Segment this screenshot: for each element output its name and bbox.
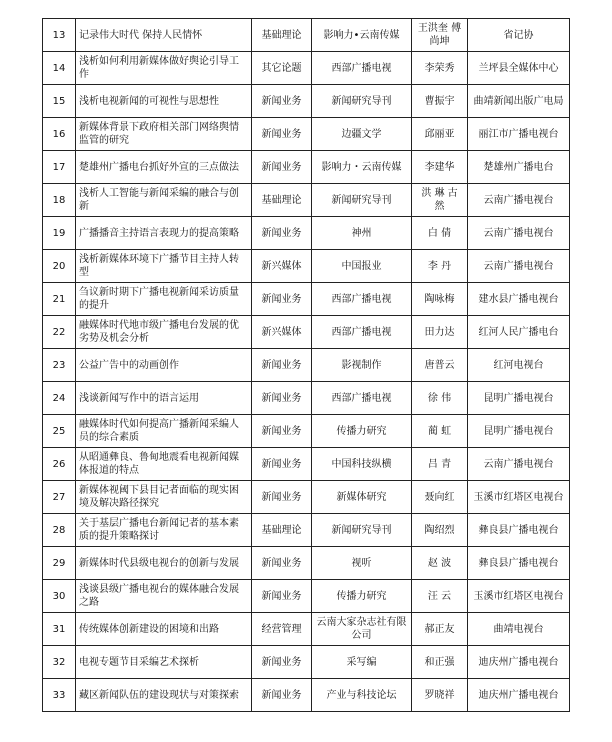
row-number: 17	[43, 151, 76, 184]
award-list-table	[42, 18, 570, 712]
author-unit: 云南广播电视台	[468, 217, 570, 250]
table-row	[43, 19, 570, 52]
table-row	[43, 382, 570, 415]
paper-category: 新闻业务	[252, 217, 312, 250]
publication-name: 影响力•云南传媒	[312, 19, 412, 52]
author-unit: 红河人民广播电台	[468, 316, 570, 349]
row-number: 13	[43, 19, 76, 52]
paper-title: 新媒体背景下政府相关部门网络舆情监管的研究	[76, 118, 252, 151]
author-name: 蔺 虹	[412, 415, 468, 448]
row-number: 19	[43, 217, 76, 250]
paper-category: 新兴媒体	[252, 250, 312, 283]
author-unit: 云南广播电视台	[468, 184, 570, 217]
table-row	[43, 679, 570, 712]
author-unit: 彝良县广播电视台	[468, 514, 570, 547]
paper-title: 浅谈县级广播电视台的媒体融合发展之路	[76, 580, 252, 613]
author-unit: 省记协	[468, 19, 570, 52]
table-row	[43, 151, 570, 184]
paper-title: 刍议新时期下广播电视新闻采访质量的提升	[76, 283, 252, 316]
paper-category: 新闻业务	[252, 151, 312, 184]
row-number: 31	[43, 613, 76, 646]
author-unit: 迪庆州广播电视台	[468, 679, 570, 712]
row-number: 27	[43, 481, 76, 514]
paper-title: 传统媒体创新建设的困境和出路	[76, 613, 252, 646]
author-unit: 昆明广播电视台	[468, 382, 570, 415]
author-unit: 丽江市广播电视台	[468, 118, 570, 151]
paper-title: 浅析新媒体环境下广播节目主持人转型	[76, 250, 252, 283]
paper-category: 基础理论	[252, 514, 312, 547]
paper-title: 从昭通彝良、鲁甸地震看电视新闻媒体报道的特点	[76, 448, 252, 481]
paper-title: 记录伟大时代 保持人民情怀	[76, 19, 252, 52]
author-unit: 楚雄州广播电台	[468, 151, 570, 184]
paper-category: 新闻业务	[252, 118, 312, 151]
row-number: 15	[43, 85, 76, 118]
paper-category: 新闻业务	[252, 382, 312, 415]
author-name: 李荣秀	[412, 52, 468, 85]
table-row	[43, 283, 570, 316]
row-number: 30	[43, 580, 76, 613]
row-number: 20	[43, 250, 76, 283]
table-row	[43, 52, 570, 85]
author-unit: 红河电视台	[468, 349, 570, 382]
table-row	[43, 448, 570, 481]
publication-name: 神州	[312, 217, 412, 250]
publication-name: 新媒体研究	[312, 481, 412, 514]
author-name: 李 丹	[412, 250, 468, 283]
table-row	[43, 646, 570, 679]
paper-category: 经营管理	[252, 613, 312, 646]
author-name: 郝正友	[412, 613, 468, 646]
paper-title: 融媒体时代如何提高广播新闻采编人员的综合素质	[76, 415, 252, 448]
paper-title: 关于基层广播电台新闻记者的基本素质的提升策略探讨	[76, 514, 252, 547]
author-unit: 曲靖新闻出版广电局	[468, 85, 570, 118]
author-unit: 玉溪市红塔区电视台	[468, 580, 570, 613]
paper-category: 新闻业务	[252, 547, 312, 580]
author-name: 邱丽亚	[412, 118, 468, 151]
paper-title: 电视专题节目采编艺术探析	[76, 646, 252, 679]
row-number: 21	[43, 283, 76, 316]
table-row	[43, 85, 570, 118]
row-number: 14	[43, 52, 76, 85]
paper-category: 新闻业务	[252, 580, 312, 613]
paper-title: 新媒体视阈下县目记者面临的现实困境及解决路径探究	[76, 481, 252, 514]
publication-name: 新闻研究导刊	[312, 184, 412, 217]
paper-category: 新闻业务	[252, 85, 312, 118]
table-row	[43, 184, 570, 217]
row-number: 32	[43, 646, 76, 679]
author-name: 陶咏梅	[412, 283, 468, 316]
paper-title: 广播播音主持语言表现力的提高策略	[76, 217, 252, 250]
paper-category: 新闻业务	[252, 679, 312, 712]
paper-title: 浅谈新闻写作中的语言运用	[76, 382, 252, 415]
table-row	[43, 613, 570, 646]
publication-name: 中国科技纵横	[312, 448, 412, 481]
row-number: 33	[43, 679, 76, 712]
author-unit: 昆明广播电视台	[468, 415, 570, 448]
author-name: 王洪奎 傅尚坤	[412, 19, 468, 52]
author-name: 唐普云	[412, 349, 468, 382]
publication-name: 西部广播电视	[312, 52, 412, 85]
publication-name: 中国报业	[312, 250, 412, 283]
publication-name: 采写编	[312, 646, 412, 679]
author-unit: 彝良县广播电视台	[468, 547, 570, 580]
paper-title: 浅析如何利用新媒体做好舆论引导工作	[76, 52, 252, 85]
author-name: 李建华	[412, 151, 468, 184]
row-number: 18	[43, 184, 76, 217]
row-number: 28	[43, 514, 76, 547]
publication-name: 产业与科技论坛	[312, 679, 412, 712]
paper-title: 藏区新闻队伍的建设现状与对策探索	[76, 679, 252, 712]
paper-title: 浅析电视新闻的可视性与思想性	[76, 85, 252, 118]
author-name: 罗晓祥	[412, 679, 468, 712]
author-name: 白 倩	[412, 217, 468, 250]
author-unit: 云南广播电视台	[468, 448, 570, 481]
author-name: 田力达	[412, 316, 468, 349]
author-unit: 迪庆州广播电视台	[468, 646, 570, 679]
row-number: 25	[43, 415, 76, 448]
table-body	[43, 19, 570, 712]
paper-category: 基础理论	[252, 184, 312, 217]
paper-category: 新闻业务	[252, 415, 312, 448]
publication-name: 西部广播电视	[312, 382, 412, 415]
author-unit: 曲靖电视台	[468, 613, 570, 646]
row-number: 23	[43, 349, 76, 382]
row-number: 24	[43, 382, 76, 415]
publication-name: 云南大家杂志社有限公司	[312, 613, 412, 646]
publication-name: 影视制作	[312, 349, 412, 382]
table-row	[43, 415, 570, 448]
author-name: 赵 波	[412, 547, 468, 580]
table-row	[43, 481, 570, 514]
paper-category: 新闻业务	[252, 349, 312, 382]
publication-name: 西部广播电视	[312, 316, 412, 349]
paper-category: 新闻业务	[252, 283, 312, 316]
paper-category: 新闻业务	[252, 448, 312, 481]
paper-title: 新媒体时代县级电视台的创新与发展	[76, 547, 252, 580]
paper-title: 公益广告中的动画创作	[76, 349, 252, 382]
row-number: 29	[43, 547, 76, 580]
table-row	[43, 547, 570, 580]
table-row	[43, 250, 570, 283]
paper-category: 新闻业务	[252, 646, 312, 679]
author-name: 曹振宇	[412, 85, 468, 118]
publication-name: 视听	[312, 547, 412, 580]
author-name: 陶绍烈	[412, 514, 468, 547]
table-row	[43, 514, 570, 547]
publication-name: 新闻研究导刊	[312, 514, 412, 547]
author-unit: 兰坪县全媒体中心	[468, 52, 570, 85]
row-number: 26	[43, 448, 76, 481]
table-row	[43, 118, 570, 151]
author-unit: 建水县广播电视台	[468, 283, 570, 316]
paper-category: 新兴媒体	[252, 316, 312, 349]
table-row	[43, 349, 570, 382]
paper-title: 浅析人工智能与新闻采编的融合与创新	[76, 184, 252, 217]
author-name: 聂向红	[412, 481, 468, 514]
row-number: 16	[43, 118, 76, 151]
author-name: 吕 青	[412, 448, 468, 481]
paper-title: 楚雄州广播电台抓好外宣的三点做法	[76, 151, 252, 184]
author-unit: 云南广播电视台	[468, 250, 570, 283]
publication-name: 西部广播电视	[312, 283, 412, 316]
row-number: 22	[43, 316, 76, 349]
publication-name: 边疆文学	[312, 118, 412, 151]
author-name: 徐 伟	[412, 382, 468, 415]
author-unit: 玉溪市红塔区电视台	[468, 481, 570, 514]
table-row	[43, 316, 570, 349]
publication-name: 传播力研究	[312, 415, 412, 448]
publication-name: 影响力・云南传媒	[312, 151, 412, 184]
paper-title: 融媒体时代地市级广播电台发展的优劣势及机会分析	[76, 316, 252, 349]
paper-category: 新闻业务	[252, 481, 312, 514]
paper-category: 其它论题	[252, 52, 312, 85]
author-name: 洪 琳 古 然	[412, 184, 468, 217]
author-name: 和正强	[412, 646, 468, 679]
publication-name: 新闻研究导刊	[312, 85, 412, 118]
table-row	[43, 217, 570, 250]
publication-name: 传播力研究	[312, 580, 412, 613]
author-name: 汪 云	[412, 580, 468, 613]
paper-category: 基础理论	[252, 19, 312, 52]
table-row	[43, 580, 570, 613]
